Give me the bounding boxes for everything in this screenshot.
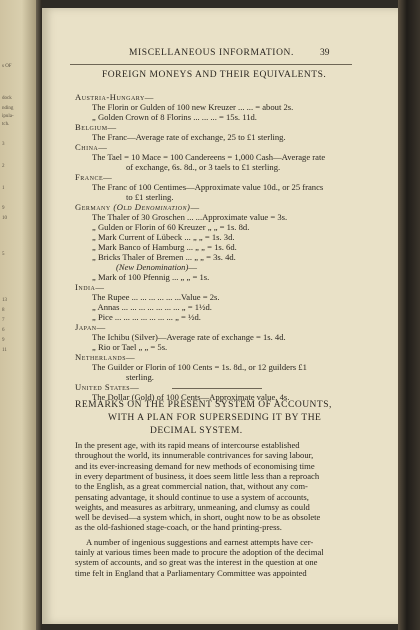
currency-line: „ Rio or Tael „ „ = 5s. [92,342,168,352]
paragraph-line: throughout the world, its innumerable contrivances for saving labour, [75,450,314,461]
remarks-title-line: REMARKS ON THE PRESENT SYSTEM OF ACCOUNTS, [75,400,332,410]
paragraph-line: A number of ingenious suggestions and earnest attempts have cer- [86,536,314,547]
page-number: 39 [320,48,330,58]
currency-line: „ Annas ... ... ... ... ... ... ... „ = 1½d. [92,302,212,312]
paragraph-line: tainly at various times been made to procure the adoption of the decimal [75,547,324,557]
country-heading: Belgium— [75,122,117,132]
currency-line: sterling. [126,372,154,382]
remarks-title-line: WITH A PLAN FOR SUPERSEDING IT BY THE [108,413,322,423]
left-page-fragment: 7 [2,318,5,323]
paragraph-line: time felt in England that a Parliamentary Committee was appointed [75,567,307,578]
country-heading: Germany (Old Denomination)— [75,202,200,212]
left-page-fragment: ipula- [2,114,14,119]
left-page-fragment: 9 [2,206,5,211]
book-edge [398,0,420,630]
currency-line: The Ichibu (Silver)—Average rate of exchange = 1s. 4d. [92,332,286,342]
currency-line: „ Bricks Thaler of Bremen ... „ „ = 3s. 4d. [92,252,236,262]
left-page-fragment: 5 [2,252,5,257]
currency-line: „ Mark Banco of Hamburg ... „ „ = 1s. 6d. [92,242,237,252]
left-page-fragment: 8 [2,308,5,313]
currency-line: „ Gulden or Florin of 60 Kreuzer „ „ = 1s. 8d. [92,222,250,232]
book-page [42,8,398,624]
left-page-fragment: 3 [2,142,5,147]
currency-line: The Florin or Gulden of 100 new Kreuzer ... ... = about 2s. [92,102,294,112]
running-header: MISCELLANEOUS INFORMATION. [129,48,294,58]
paragraph-line: system of accounts, and so great was the interest in the question at one [75,557,318,568]
country-heading: United States— [75,382,140,392]
currency-line: The Rupee ... ... ... ... ... ...Value = 2s. [92,292,220,302]
left-page-fragment: nding [2,106,14,111]
currency-line: (New Denomination)— [116,262,197,272]
left-page-fragment: 1 [2,186,5,191]
paragraph-line: and its ever-increasing demand for new methods of economising time [75,460,315,471]
currency-line: The Guilder or Florin of 100 Cents = 1s. 8d., or 12 guilders £1 [92,362,307,372]
section-title-foreign-moneys: FOREIGN MONEYS AND THEIR EQUIVALENTS. [102,70,327,80]
remarks-title-line: DECIMAL SYSTEM. [150,426,243,436]
country-heading: Japan— [75,322,106,332]
currency-line: „ Golden Crown of 8 Florins ... ... ... = 15s. 11d. [92,112,257,122]
country-heading: Netherlands— [75,352,136,362]
country-heading: China— [75,142,108,152]
currency-line: of exchange, 6s. 8d., or 3 taels to £1 sterling. [126,162,281,172]
currency-line: The Tael = 10 Mace = 100 Candereens = 1,000 Cash—Average rate [92,152,326,162]
currency-line: The Franc—Average rate of exchange, 25 to £1 sterling. [92,132,286,142]
adjacent-left-page [0,0,36,630]
currency-line: to £1 sterling. [126,192,174,202]
left-page-fragment: tch. [2,122,10,127]
currency-line: „ Mark of 100 Pfennig ... „ „ = 1s. [92,272,210,282]
paragraph-line: well be devised—a system which, in short, ought now to be as obsolete [75,512,321,523]
paragraph-line: weights, and measures as arbitrary, unmeaning, and clumsy as could [75,501,310,512]
paragraph-line: to the English, as a great commercial nation, that, without any com- [75,481,308,492]
paragraph-line: as the old-fashioned stage-coach, or the hand printing-press. [75,522,282,533]
header-rule [70,64,352,65]
paragraph-line: in every department of business, it does seem little less than a reproach [75,470,320,481]
section-divider [172,388,262,389]
left-page-fragment: 13 [2,298,7,303]
left-page-fragment: 9 [2,338,5,343]
left-page-fragment: dock [2,96,12,101]
paragraph-line: pensating advantage, it should continue to use a system of accounts, [75,491,309,502]
left-page-fragment: 2 [2,164,5,169]
left-page-fragment: 11 [2,348,7,353]
left-page-fragment: s OF [2,64,12,69]
left-page-fragment: 10 [2,216,7,221]
currency-line: The Franc of 100 Centimes—Approximate value 10d., or 25 francs [92,182,324,192]
currency-line: „ Pice ... ... ... ... ... ... ... „ = ½d. [92,312,201,322]
country-heading: India— [75,282,105,292]
left-page-fragment: 6 [2,328,5,333]
currency-line: The Thaler of 30 Groschen ... ...Approximate value = 3s. [92,212,288,222]
country-heading: France— [75,172,113,182]
country-heading: Austria-Hungary— [75,92,154,102]
currency-line: „ Mark Current of Lübeck ... „ „ = 1s. 3d. [92,232,235,242]
paragraph-line: In the present age, with its rapid means of intercourse established [75,440,300,450]
currency-line: The Dollar (Gold) of 100 Cents—Approximate value, 4s. [92,392,290,402]
